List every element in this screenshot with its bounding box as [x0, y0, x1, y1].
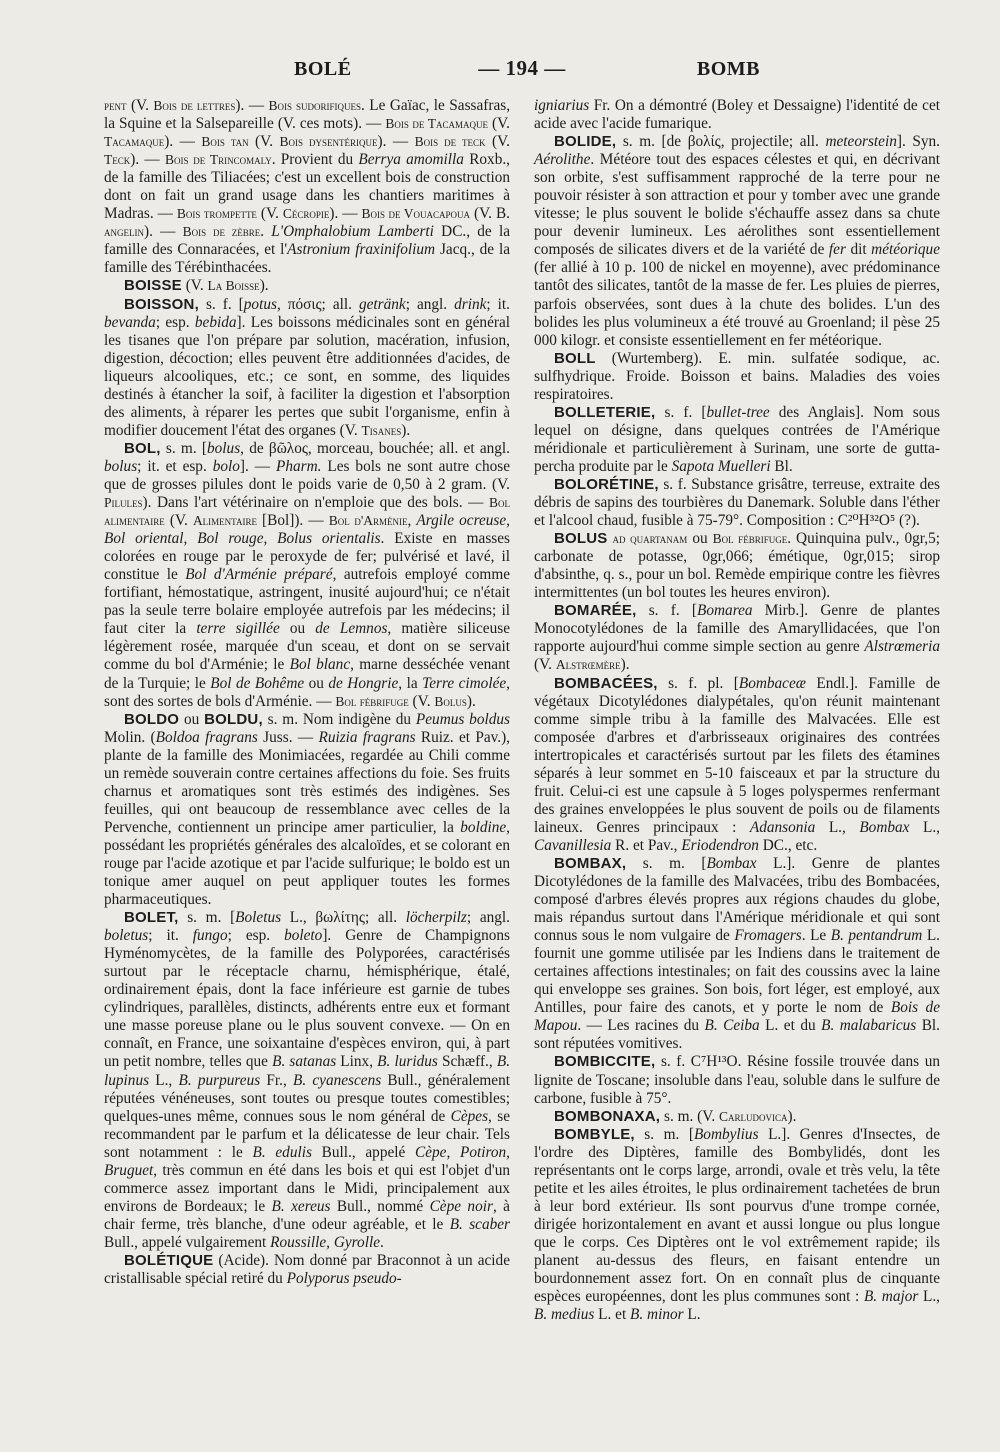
entry-text: . Quinquina pulv., 0gr,5; carbonate de potasse, 0gr,066; émétique, 0gr,015; sirop d'absinthe, q. s., pour un bol. Remède empirique contre les fièvres intermittentes (un bol toutes les heures environ). [534, 530, 940, 602]
headword: BOLL [554, 349, 596, 367]
entry-text: Linx, [336, 1053, 378, 1071]
headword: BOLUS [554, 530, 608, 548]
entry-text: Cavanillesia [534, 836, 612, 854]
entry-text: Alimentaire [192, 513, 257, 529]
entry-bombacees [534, 675, 940, 855]
entry-text: L., [815, 818, 860, 836]
entry-text: Fr., [260, 1071, 293, 1089]
entry-boloretine [534, 476, 940, 530]
entry-text: B. purpureus [178, 1071, 261, 1089]
entry-text: de Hongrie [328, 674, 399, 692]
entry-text: Bolus [434, 693, 467, 709]
entry-text: Bomarea [697, 602, 753, 620]
entry-text: ). — [164, 133, 202, 151]
entry-text: . Le Gaïac, le Sassafras, la Squine et la Salsepareille (V. ces mots). — [104, 97, 511, 133]
headword: BOMBONAXA, [554, 1107, 661, 1125]
entry-boisson [104, 296, 510, 440]
entry-text: Bois de Mapou [534, 999, 940, 1035]
entry-text: Peumus boldus [415, 710, 510, 728]
entry-text: Alstrœmère [555, 657, 621, 673]
entry-text: Endl.]. Famille de végétaux Dicotylédones dialypétales, qu'on réunit maintenant comme simple tribu à la famille des Malvacées. Elle est composée d'arbres et d'arbrisseaux originaires des contrées intertropicales et caractérisés surtout par les filets des étamines séparés à leur sommet en 5-10 faisceaux et par la structure du fruit. Celui-ci est une capsule à 5 loges polyspermes renfermant des graines enveloppées le plus souvent de poils ou de filaments laineux. Genres principaux : [534, 674, 941, 836]
entry-bolus [534, 530, 940, 602]
entry-text: Bois trompette [176, 206, 257, 222]
entry-text: Bull., généralement réputées vénéneuses, sont toutes ou presque toutes comestibles; quelques-unes même, connues sous le nom général de [104, 1071, 510, 1125]
entry-text: . [260, 223, 272, 241]
entry-text: ; esp. [227, 927, 285, 945]
entry-text: bullet-tree [706, 403, 770, 421]
entry-text: , marne desséchée venant de la Turquie; le [104, 656, 510, 692]
entry-text: L., [918, 1288, 940, 1306]
entry-text: Bol fébrifuge [712, 531, 788, 547]
entry-text: L'Omphalobium Lamberti [271, 223, 434, 241]
headword: BOISSON, [124, 295, 199, 313]
entry-text: (V. [408, 692, 435, 710]
entry-text: s. f. C⁷H¹³O. Résine fossile trouvée dans un lignite de Toscane; insoluble dans l'eau, soluble dans le sulfure de carbone, fusible à 75°. [534, 1053, 940, 1107]
entry-text: . [380, 1233, 384, 1251]
entry-text: getränk [358, 295, 406, 313]
entry-text: ; angl. [466, 909, 510, 927]
entry-text: Cécropie [282, 206, 330, 222]
entry-text: (V. [126, 97, 154, 114]
entry-text: B. luridus [377, 1053, 438, 1071]
entry-text: L. [683, 1306, 701, 1324]
entry-text: B. xereus [271, 1197, 331, 1215]
entry-text: Bombaceæ [738, 674, 806, 692]
entry-text: Jacq., de la famille des Térébinthacées. [104, 241, 510, 277]
entry-text: Bois de Vouacapoua [361, 206, 471, 222]
entry-text: bevanda [104, 313, 156, 331]
entry-text: DC., etc. [758, 836, 818, 854]
entry-text: ; esp. [155, 313, 195, 331]
entry-bombiccite [534, 1053, 940, 1107]
entry-text: bolus [207, 439, 241, 457]
entry-text: ou [279, 620, 316, 638]
entry-text: , possédant les propriétés générales des alcaloïdes, et se colorant en rouge par l'acide azotique et par l'acide sulfurique; le boldo est un tonique amer auquel on peut appliquer toutes les formes pharmaceutiques. [104, 818, 510, 909]
entry-text: (V. [164, 512, 193, 530]
entry-text: , très commun en été dans les bois et qui est l'objet d'un commerce assez important dans le Midi, principalement aux environs de Bordeaux; le [104, 1161, 510, 1215]
entry-text: Bois tan [201, 134, 249, 150]
entry-text: Terre cimolée [422, 674, 507, 692]
entry-text: s. m. [ [178, 909, 236, 927]
entry-boisse [104, 277, 510, 295]
entry-text: L. fournit une gomme utilisée par les Indiens dans le traitement de certaines affections intestinales; on fait des coussins avec la laine qui enveloppe ses graines. Son bois, fort léger, est employé, aux Antilles, pour faire des canots, et y porte le nom de [534, 927, 940, 1017]
entry-text: , la [398, 674, 423, 692]
entry-text: pent [104, 98, 127, 113]
entry-text: , matière siliceuse légèrement rosée, marquée d'un sceau, et dont on se servait comme du bol d'Arménie; le [104, 620, 510, 674]
entry-text: (V. [488, 115, 511, 133]
entry-text: fer [828, 241, 846, 259]
entry-text: Bois dysentérique [279, 134, 378, 150]
entry-text: ; angl. [405, 295, 455, 313]
entry-text: ou [304, 674, 329, 692]
entry-text: B. pentandrum [830, 927, 923, 945]
headword: BOLDO [124, 710, 180, 728]
entry-text: . Provient du [271, 151, 359, 169]
page-number: — 194 — [478, 56, 566, 80]
headword: BOLÉTIQUE [124, 1252, 214, 1269]
entry-text: ). — [130, 151, 165, 169]
headword: BOMBAX, [554, 854, 627, 872]
entry-text: Bull., nommé [330, 1197, 430, 1215]
entry-text: s. f. [ [655, 403, 707, 421]
entry-text: ). — [377, 133, 415, 151]
headword: BOLDU, [204, 710, 263, 728]
entry-bombax [534, 855, 940, 1054]
entry-text: Bl. [770, 457, 793, 475]
left-column [104, 97, 510, 1324]
entry-text: Carludovica [718, 1108, 788, 1124]
entry-bolleterie [534, 404, 940, 476]
entry-text: fungo [192, 927, 228, 945]
entry-text: ). [620, 656, 630, 674]
entry-text: ou [687, 530, 713, 548]
entry-text: (V. B. [470, 205, 510, 223]
entry-text: Bol fébrifuge [335, 693, 409, 709]
entry-text: terre sigillée [196, 620, 280, 638]
entry-text: Bombax [706, 854, 757, 872]
entry-text: s. f. [ [636, 602, 697, 620]
entry-text: B. scaber [449, 1215, 510, 1233]
entry-text: Pharm. [276, 457, 322, 475]
headword: BOMBACÉES, [554, 674, 658, 692]
right-column [534, 97, 940, 1324]
entry-text: Bois de Tacamaque [385, 116, 488, 132]
entry-text: s. m. Nom indigène du [262, 710, 416, 728]
entry-text: B. medius [534, 1306, 595, 1324]
entry-text: s. m. [ [634, 1125, 694, 1143]
entry-text: s. m. [ [626, 854, 707, 872]
entry-text: Argile ocreuse, Bol oriental, Bol rouge, Bolus orientalis [104, 512, 510, 548]
entry-text: Mirb.]. Genre de plantes Monocotylédones de la famille des Amaryllidacées, que l'on rapporte aujourd'hui comme simple section au genre [534, 602, 940, 656]
entry-text: Tacamaque [104, 134, 165, 150]
entry-text: B. major [863, 1288, 919, 1306]
entry-text: Aérolithe [534, 151, 591, 169]
entry-text: (V. [181, 277, 208, 295]
entry-text: L., [909, 818, 940, 836]
entry-text: ]. Les boissons médicinales sont en général les tisanes que l'on prépare par solution, macération, infusion, digestion, décoction; elles peuvent être additionnées d'acides, de liqueurs alcooliques, etc.; ce sont, en somme, des liquides destinés à étancher la soif, à faciliter la digestion et l'absorption des aliments, à réparer les pertes que subit l'organisme, enfin à modifier doucement l'état des organes (V. [104, 313, 510, 439]
entry-text: ). [401, 421, 411, 439]
entry-boletique [104, 1252, 510, 1288]
entry-text: R. et Pav., [611, 836, 682, 854]
entry-text: Bombax [859, 818, 910, 836]
entry-text: Bull., appelé [311, 1143, 416, 1161]
entry-text: Bois de zèbre [182, 224, 261, 240]
entry-text: , πόσις; all. [276, 295, 359, 313]
entry-boletique-cont [534, 97, 940, 133]
entry-text: Roxb., de la famille des Tiliacées; c'est un excellent bois de construction dont on fait un grand usage dans les chantiers maritimes à Madras. — [104, 151, 511, 223]
entry-text: Bois de Trincomaly [164, 152, 272, 168]
entry-bois-cont [104, 97, 510, 277]
entry-bolide [534, 133, 940, 350]
entry-text: , sont des sortes de bols d'Arménie. — [104, 674, 510, 710]
entry-text: . — Les racines du [577, 1017, 705, 1035]
entry-text: Polyporus pseudo- [286, 1270, 402, 1288]
entry-bolet [104, 909, 510, 1252]
entry-text: Bull., appelé vulgairement [104, 1233, 271, 1251]
entry-text: s. f. pl. [ [657, 674, 739, 692]
entry-bomaree [534, 602, 940, 674]
entry-text: (V. [485, 133, 510, 151]
entry-text: L. et [594, 1306, 631, 1324]
entry-text: s. f. Substance grisâtre, terreuse, extraite des débris de sapins des tourbières du Danemark. Soluble dans l'éther et l'alcool chaud, fusible à 75-79°. Composition : C²⁰H³²O⁵ (?). [534, 475, 940, 530]
entry-text: L.]. Genre de plantes Dicotylédones de la famille des Malvacées, tribu des Bombacées, composé d'arbres élevés propres aux régions chaudes du globe, mais répandus surtout dans l'Amérique méridionale et qui sont connus sous le nom vulgaire de [534, 854, 940, 945]
headword: BOMARÉE, [554, 602, 637, 620]
headword: BOLORÉTINE, [554, 475, 659, 493]
entry-text: B. malabaricus [821, 1017, 917, 1035]
entry-text: Les bols ne sont autre chose que de grosses pilules dont le poids varie de 0,50 à 2 gram. (V. [104, 457, 510, 493]
entry-text: Juss. — [257, 728, 319, 746]
entry-text: boletus [104, 927, 149, 945]
entry-text: B. satanas [272, 1053, 337, 1071]
entry-text: Tisanes [361, 422, 402, 438]
headword: BOLIDE, [554, 133, 617, 151]
entry-text: Cèpe noir [429, 1197, 493, 1215]
entry-text: Schæff., [437, 1053, 497, 1071]
entry-text: meteorstein [825, 133, 897, 151]
entry-bombyle [534, 1126, 940, 1325]
entry-text: Cèpe, Potiron, Bruguet [104, 1143, 510, 1179]
entry-text: des Anglais]. Nom sous lequel on désigne, dans quelques contrées de l'Amérique méridionale et particulièrement à Surinam, une sorte de gutta-percha produite par le [534, 403, 940, 475]
entry-text: . Météore tout des espaces célestes et qui, en décrivant son orbite, s'est suffisamment rapproché de la terre pour ne pouvoir résister à son attraction et pour y tomber avec une grande vitesse; le plus souvent le bolide s'échauffe assez dans sa chute pour devenir lumineux. Les aérolithes sont essentiellement composés de silicates divers et de la variété de [534, 151, 940, 259]
entry-text: ). — [329, 205, 362, 223]
entry-text: Bois de lettres [153, 98, 236, 113]
headword: BOMBICCITE, [554, 1053, 656, 1071]
entry-text: Ruiz. et Pav.), plante de la famille des Monimiacées, regardée au Chili comme un remède souverain contre certaines affections du foie. Ses fruits charnus et aromatiques sont très estimés des indigènes. Ses feuilles, qui ont beaucoup de ressemblance avec celles de la Pervenche, contiennent un principe amer particulier, la [104, 728, 511, 836]
entry-text: drink [454, 295, 487, 313]
entry-text: . Le [801, 927, 831, 945]
entry-text: s. m. (V. [660, 1107, 719, 1125]
text-columns [104, 97, 940, 1324]
entry-text: ad quartanam [612, 531, 688, 547]
entry-text: (V. [248, 133, 280, 151]
entry-text: Bl. sont réputées vomitives. [534, 1017, 940, 1053]
entry-text: Sapota Muelleri [671, 457, 771, 475]
entry-text: Bol blanc [289, 656, 351, 674]
entry-text: Molin. ( [104, 728, 156, 746]
entry-text: s. m. [de βολίς, projectile; all. [616, 133, 826, 151]
entry-bombonaxa [534, 1108, 940, 1126]
entry-text: ). [466, 692, 476, 710]
entry-text: Boletus [235, 909, 282, 927]
entry-text: Pilules [104, 495, 143, 511]
entry-text: , à chair ferme, très blanche, d'une odeur agréable, et le [104, 1197, 510, 1233]
entry-text: , se recommandent par le parfum et la délicatesse de leur chair. Tels sont notamment : le [104, 1107, 510, 1161]
entry-text: Alstrœmeria [864, 638, 940, 656]
entry-text: igniarius [534, 97, 590, 114]
entry-text: Bois sudorifiques [268, 98, 362, 113]
entry-text: Roussille, Gyrolle [270, 1233, 380, 1251]
entry-text: ; it. [148, 927, 193, 945]
header-right-guideword: BOMB [696, 58, 760, 80]
entry-text: Adansonia [749, 818, 816, 836]
entry-text: de Lemnos [315, 620, 388, 638]
entry-text: (Wurtemberg). E. min. sulfatée sodique, ac. sulfhydrique. Froide. Boisson et bains. Maladies des voies respiratoires. [534, 349, 940, 403]
entry-text: potus [243, 295, 277, 313]
entry-text: L. et du [759, 1017, 822, 1035]
entry-text: La Boisse [207, 278, 260, 294]
entry-text: , de βῶλος, morceau, bouchée; all. et angl. [240, 439, 510, 457]
entry-text: dit [845, 241, 872, 259]
entry-text: ]. Genre de Champignons Hyménomycètes, de la famille des Polyporées, caractérisés surtout par le réceptacle charnu, hémisphérique, étalé, ordinairement épais, dont la face inférieure est garnie de tubes cylindriques, parallèles, distincts, adhérents entre eux et formant une masse poreuse plane ou le plus souvent convexe. — On en connaît, en France, une soixantaine d'espèces environ, qui, à part un petit nombre, telles que [104, 927, 510, 1071]
headword: BOLET, [124, 909, 179, 927]
entry-text: bolo [212, 457, 240, 475]
entry-text: . Existe en masses colorées en rouge par le peroxyde de fer; pulvérisé et lavé, il constitue le [104, 530, 510, 584]
entry-text: ). — [235, 97, 269, 114]
entry-text: ). [787, 1107, 797, 1125]
entry-text: B. Ceiba [704, 1017, 760, 1035]
entry-text: Ruizia fragrans [318, 728, 416, 746]
entry-text: ]. Syn. [896, 133, 940, 151]
entry-text: Bol d'Arménie préparé [185, 566, 333, 584]
entry-text: (V. [534, 656, 556, 674]
entry-text: Cèpes [450, 1107, 489, 1125]
entry-text: bolus [104, 457, 138, 475]
entry-boldo [104, 711, 510, 910]
entry-bol [104, 440, 510, 711]
entry-text: , [407, 512, 417, 530]
entry-text: ]. — [239, 457, 276, 475]
entry-text: L.]. Genres d'Insectes, de l'ordre des Diptères, famille des Bombylidés, dont les représentants ont le corps large, arrondi, ovale et très velu, la tête petite et les ailes étroites, le plus ordinairement tachetées de brun à leur bord extérieur. Ils sont pourvus d'une trompe cornée, dirigée horizontalement en avant et aussi longue ou plus longue que le corps. Ces Diptères ont le vol extrêmement rapide; ils planent au-dessus des fleurs, en faisant entendre un bourdonnement assez fort. On en connaît plus de cinquante espèces européennes, dont les plus communes sont : [534, 1125, 940, 1306]
entry-text: Bombylius [693, 1125, 759, 1143]
entry-text: L., [149, 1071, 179, 1089]
entry-text: Astronium fraxinifolium [287, 241, 436, 259]
headword: BOL, [124, 439, 161, 457]
entry-text: ; it. [486, 295, 511, 313]
entry-text: ). [259, 277, 269, 295]
entry-text: Boldoa fragrans [155, 728, 258, 746]
header-left-guideword: BOLÉ [294, 58, 352, 80]
entry-text: ). — [144, 223, 183, 241]
entry-boll [534, 350, 940, 404]
headword: BOISSE [124, 277, 182, 295]
entry-text: (Acide). Nom donné par Braconnot à un acide cristallisable spécial retiré du [104, 1252, 510, 1288]
entry-text: DC., de la famille des Connaracées, et l' [104, 223, 510, 259]
entry-text: boldine [460, 818, 507, 836]
entry-text: bebida [194, 313, 237, 331]
entry-text: (V. [256, 205, 283, 223]
entry-text: ou [179, 710, 205, 728]
entry-text: Fr. On a démontré (Boley et Dessaigne) l'identité de cet acide avec l'acide fumarique. [534, 97, 940, 133]
entry-text: Bois de teck [414, 134, 486, 150]
entry-text: ). Dans l'art vétérinaire on n'emploie que des bols. — [142, 494, 489, 512]
entry-text: B. cyanescens [293, 1071, 382, 1089]
entry-text: Teck [104, 152, 131, 168]
entry-text: B. edulis [252, 1143, 312, 1161]
entry-text: [Bol]). — [256, 512, 329, 530]
entry-text: Bol de Bohême [210, 674, 305, 692]
entry-text: Fromagers [734, 927, 802, 945]
entry-text: angelin [104, 224, 144, 240]
entry-text: ; it. et esp. [137, 457, 213, 475]
entry-text: s. m. [ [160, 439, 207, 457]
entry-text: Bol alimentaire [104, 495, 510, 529]
entry-text: Eriodendron [681, 836, 759, 854]
entry-text: L., βωλίτης; all. [281, 909, 406, 927]
entry-text: B. minor [630, 1306, 684, 1324]
entry-text: (fer allié à 10 p. 100 de nickel en moyenne), avec prédominance tantôt des silicates, tantôt de la masse de fer. Les pluies de pierres, parfois observées, sont dues à la chute des bolides. L'un des bolides les plus volumineux a été trouvé au Groenland; il pèse 25 000 kilogr. et consiste essentiellement en fer météorique. [534, 259, 940, 349]
entry-text: Bol d'Arménie [328, 513, 408, 529]
entry-text: boleto [284, 927, 323, 945]
entry-text: Berrya amomilla [358, 151, 464, 169]
headword: BOMBYLE, [554, 1125, 635, 1143]
headword: BOLLETERIE, [554, 403, 656, 421]
entry-text: s. f. [ [198, 295, 244, 313]
entry-text: , autrefois employé comme fortifiant, hémostatique, astringent, inusité aujourd'hui; ce n'était pas la seule terre bolaire employée autrefois par les médecins; il faut citer la [104, 566, 511, 638]
entry-text: B. lupinus [104, 1053, 511, 1089]
running-header [104, 56, 940, 81]
entry-text: météorique [871, 241, 940, 259]
entry-text: löcherpilz [405, 909, 467, 927]
